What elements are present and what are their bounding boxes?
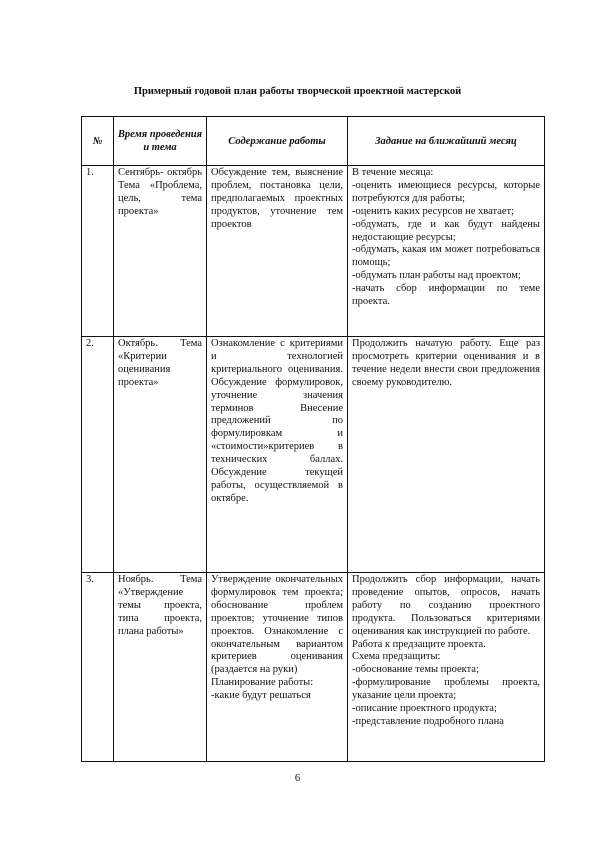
header-task: Задание на ближайший месяц bbox=[348, 117, 545, 166]
table-row bbox=[82, 166, 545, 337]
row-content bbox=[207, 573, 348, 762]
row-time-topic: Сентябрь- октябрь Тема «Проблема, цель, тема проекта» bbox=[114, 166, 207, 337]
task-line: -обоснование темы проекта; bbox=[352, 664, 479, 676]
row-task bbox=[348, 337, 545, 573]
task-line: Продолжить начатую работу. Еще раз просмотреть критерии оценивания и в течение недели внести свои предложения своему руководителю. bbox=[352, 338, 540, 388]
row-number: 3. bbox=[82, 573, 114, 762]
task-line: -обдумать, какая им может потребоваться помощь; bbox=[352, 244, 540, 269]
page-number: 6 bbox=[294, 773, 301, 784]
row-time-topic: Ноябрь. Тема «Утверждение темы проекта, типа проекта, плана работы» bbox=[114, 573, 207, 762]
header-num: № bbox=[82, 117, 114, 166]
task-line: Схема предзащиты: bbox=[352, 651, 441, 663]
task-line: -оценить имеющиеся ресурсы, которые потребуются для работы; bbox=[352, 179, 540, 204]
header-time-topic: Время проведения и тема bbox=[114, 117, 207, 166]
task-line: -формулирование проблемы проекта, указание цели проекта; bbox=[352, 677, 540, 702]
plan-table bbox=[81, 116, 545, 762]
content-line: Утверждение окончательных формулировок тем проекта; обоснование проблем проектов; уточнение типов проектов. Ознакомление с окончательным вариантом критериев оценивания (раздается на руки) bbox=[211, 574, 343, 676]
row-time-topic: Октябрь. Тема «Критерии оценивания проекта» bbox=[114, 337, 207, 573]
row-task bbox=[348, 166, 545, 337]
task-line: В течение месяца: bbox=[352, 167, 434, 178]
document-title: Примерный годовой план работы творческой проектной мастерской bbox=[133, 86, 462, 97]
row-content: Ознакомление с критериями и технологией критериального оценивания. Обсуждение формулировок, уточнение значения терминов Внесение предложений по формулировкам и «стоимости»критериев в технических баллах. Обсуждение текущей работы, осуществляемой в октябре. bbox=[207, 337, 348, 573]
content-line: Планирование работы: bbox=[211, 677, 314, 689]
row-number: 1. bbox=[82, 166, 114, 337]
table-row bbox=[82, 573, 545, 762]
task-line: -начать сбор информации по теме проекта. bbox=[352, 283, 540, 308]
task-line: -обдумать, где и как будут найдены недостающие ресурсы; bbox=[352, 218, 540, 243]
content-line: -какие будут решаться bbox=[211, 690, 311, 702]
task-line: -представление подробного плана bbox=[352, 715, 504, 727]
task-line: Работа к предзащите проекта. bbox=[352, 638, 486, 650]
task-line: -описание проектного продукта; bbox=[352, 703, 497, 715]
task-line: Продолжить сбор информации, начать проведение опытов, опросов, начать работу по созданию проектного продукта. Пользоваться критериями оценивания как инструкцией по работе. bbox=[352, 574, 540, 637]
row-content: Обсуждение тем, выяснение проблем, постановка цели, предполагаемых проектных продуктов, уточнение тем проектов bbox=[207, 166, 348, 337]
table-header-row bbox=[82, 117, 545, 166]
task-line: -оценить каких ресурсов не хватает; bbox=[352, 205, 515, 217]
row-number: 2. bbox=[82, 337, 114, 573]
table-row bbox=[82, 337, 545, 573]
header-content: Содержание работы bbox=[207, 117, 348, 166]
row-task bbox=[348, 573, 545, 762]
task-line: -обдумать план работы над проектом; bbox=[352, 270, 521, 282]
